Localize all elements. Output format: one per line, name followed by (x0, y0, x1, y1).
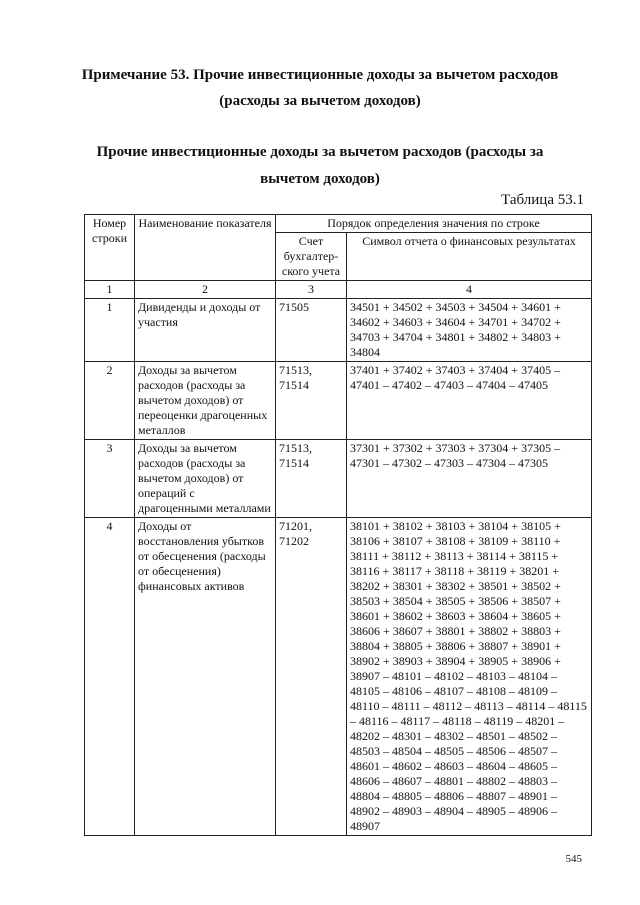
note-title-line-2: (расходы за вычетом доходов) (219, 93, 421, 109)
section-title-line-2: вычетом доходов) (260, 171, 380, 187)
report-symbols: 37301 + 37302 + 37303 + 37304 + 37305 – 47301 – 47302 – 47303 – 47304 – 47305 (347, 440, 592, 518)
account-number: 71201, 71202 (276, 518, 347, 836)
header-account: Счет бухгалтер-ского учета (276, 233, 347, 281)
report-symbols: 34501 + 34502 + 34503 + 34504 + 34601 + 34602 + 34603 + 34604 + 34701 + 34702 + 34703 + 34704 + 34801 + 34802 + 34803 + 34804 (347, 299, 592, 362)
account-number: 71513, 71514 (276, 440, 347, 518)
table-label: Таблица 53.1 (501, 192, 584, 208)
column-number-row (85, 281, 592, 299)
indicator-name: Дивиденды и доходы от участия (135, 299, 276, 362)
account-number: 71505 (276, 299, 347, 362)
column-number: 2 (135, 281, 276, 299)
row-number: 2 (85, 362, 135, 440)
page-number: 545 (565, 853, 582, 865)
report-symbols: 37401 + 37402 + 37403 + 37404 + 37405 – 47401 – 47402 – 47403 – 47404 – 47405 (347, 362, 592, 440)
table-row (85, 440, 592, 518)
header-procedure: Порядок определения значения по строке (276, 215, 592, 233)
column-number: 4 (347, 281, 592, 299)
column-number: 1 (85, 281, 135, 299)
row-number: 3 (85, 440, 135, 518)
report-symbols: 38101 + 38102 + 38103 + 38104 + 38105 + 38106 + 38107 + 38108 + 38109 + 38110 + 38111 + 38112 + 38113 + 38114 + 38115 + 38116 + 38117 + 38118 + 38119 + 38201 + 38202 + 38301 + 38302 + 38501 + 38502 + 38503 + 38504 + 38505 + 38506 + 38507 + 38601 + 38602 + 38603 + 38604 + 38605 + 38606 + 38607 + 38801 + 38802 + 38803 + 38804 + 38805 + 38806 + 38807 + 38901 + 38902 + 38903 + 38904 + 38905 + 38906 + 38907 – 48101 – 48102 – 48103 – 48104 – 48105 – 48106 – 48107 – 48108 – 48109 – 48110 – 48111 – 48112 – 48113 – 48114 – 48115 – 48116 – 48117 – 48118 – 48119 – 48201 – 48202 – 48301 – 48302 – 48501 – 48502 – 48503 – 48504 – 48505 – 48506 – 48507 – 48601 – 48602 – 48603 – 48604 – 48605 – 48606 – 48607 – 48801 – 48802 – 48803 – 48804 – 48805 – 48806 – 48807 – 48901 – 48902 – 48903 – 48904 – 48905 – 48906 – 48907 (347, 518, 592, 836)
indicator-name: Доходы за вычетом расходов (расходы за вычетом доходов) от операций с драгоценными металлами (135, 440, 276, 518)
section-title-line-1: Прочие инвестиционные доходы за вычетом расходов (расходы за (96, 144, 544, 160)
header-row-number: Номер строки (85, 215, 135, 281)
header-indicator-name: Наименование показателя (135, 215, 276, 281)
table-row (85, 299, 592, 362)
row-number: 1 (85, 299, 135, 362)
column-number: 3 (276, 281, 347, 299)
header-symbol: Символ отчета о финансовых результатах (347, 233, 592, 281)
indicator-name: Доходы от восстановления убытков от обесценения (расходы от обесценения) финансовых активов (135, 518, 276, 836)
note-title-line-1: Примечание 53. Прочие инвестиционные доходы за вычетом расходов (81, 67, 559, 83)
indicator-name: Доходы за вычетом расходов (расходы за вычетом доходов) от переоценки драгоценных металлов (135, 362, 276, 440)
table-row (85, 362, 592, 440)
table-row (85, 518, 592, 836)
row-number: 4 (85, 518, 135, 836)
account-number: 71513, 71514 (276, 362, 347, 440)
header-row (85, 215, 592, 233)
data-table (84, 214, 592, 836)
